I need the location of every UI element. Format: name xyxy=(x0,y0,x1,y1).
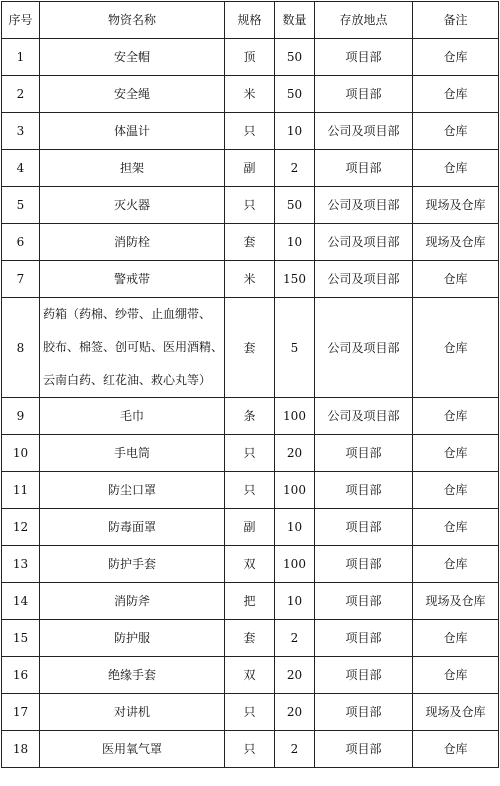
header-row xyxy=(2,2,499,39)
cell-name: 消防栓 xyxy=(40,224,225,261)
cell-qty: 2 xyxy=(275,150,315,187)
cell-qty: 150 xyxy=(275,261,315,298)
cell-spec: 条 xyxy=(225,398,275,435)
cell-location: 项目部 xyxy=(315,583,413,620)
cell-name: 警戒带 xyxy=(40,261,225,298)
cell-name xyxy=(40,298,225,398)
table-body xyxy=(2,39,499,768)
materials-table xyxy=(1,1,499,768)
cell-qty: 5 xyxy=(275,298,315,398)
cell-location: 项目部 xyxy=(315,150,413,187)
cell-qty: 10 xyxy=(275,113,315,150)
cell-qty: 10 xyxy=(275,224,315,261)
cell-qty: 20 xyxy=(275,657,315,694)
header-remark: 备注 xyxy=(413,2,499,39)
cell-spec: 副 xyxy=(225,509,275,546)
cell-index: 8 xyxy=(2,298,40,398)
cell-qty: 20 xyxy=(275,694,315,731)
cell-location: 公司及项目部 xyxy=(315,113,413,150)
table-row xyxy=(2,76,499,113)
cell-location: 项目部 xyxy=(315,731,413,768)
cell-remark: 现场及仓库 xyxy=(413,583,499,620)
cell-index: 17 xyxy=(2,694,40,731)
cell-qty: 2 xyxy=(275,620,315,657)
cell-name: 担架 xyxy=(40,150,225,187)
cell-remark: 仓库 xyxy=(413,472,499,509)
cell-remark: 仓库 xyxy=(413,657,499,694)
table-row xyxy=(2,731,499,768)
cell-spec: 套 xyxy=(225,620,275,657)
table-row xyxy=(2,187,499,224)
cell-remark: 仓库 xyxy=(413,509,499,546)
table-row xyxy=(2,509,499,546)
cell-index: 4 xyxy=(2,150,40,187)
cell-spec: 双 xyxy=(225,546,275,583)
cell-name: 对讲机 xyxy=(40,694,225,731)
cell-index: 13 xyxy=(2,546,40,583)
cell-spec: 双 xyxy=(225,657,275,694)
table-row xyxy=(2,113,499,150)
cell-location: 公司及项目部 xyxy=(315,187,413,224)
table-row xyxy=(2,261,499,298)
cell-qty: 50 xyxy=(275,187,315,224)
cell-spec: 米 xyxy=(225,76,275,113)
cell-name: 体温计 xyxy=(40,113,225,150)
cell-remark: 现场及仓库 xyxy=(413,224,499,261)
cell-remark: 仓库 xyxy=(413,546,499,583)
cell-name-line: 药箱（药棉、纱带、止血绷带、 xyxy=(43,307,212,321)
table-row xyxy=(2,620,499,657)
cell-spec: 只 xyxy=(225,187,275,224)
table-row xyxy=(2,150,499,187)
cell-location: 项目部 xyxy=(315,509,413,546)
table-row xyxy=(2,583,499,620)
cell-qty: 2 xyxy=(275,731,315,768)
cell-location: 公司及项目部 xyxy=(315,298,413,398)
table-row xyxy=(2,435,499,472)
cell-spec: 只 xyxy=(225,731,275,768)
cell-index: 12 xyxy=(2,509,40,546)
cell-remark: 仓库 xyxy=(413,39,499,76)
cell-index: 1 xyxy=(2,39,40,76)
cell-qty: 100 xyxy=(275,472,315,509)
cell-remark: 仓库 xyxy=(413,398,499,435)
cell-spec: 只 xyxy=(225,694,275,731)
cell-name: 毛巾 xyxy=(40,398,225,435)
cell-name: 安全帽 xyxy=(40,39,225,76)
cell-spec: 套 xyxy=(225,224,275,261)
table-row xyxy=(2,39,499,76)
cell-qty: 50 xyxy=(275,76,315,113)
cell-index: 16 xyxy=(2,657,40,694)
cell-name-line: 云南白药、红花油、救心丸等） xyxy=(43,373,212,387)
table-row xyxy=(2,398,499,435)
cell-spec: 副 xyxy=(225,150,275,187)
cell-name: 安全绳 xyxy=(40,76,225,113)
cell-spec: 顶 xyxy=(225,39,275,76)
cell-index: 7 xyxy=(2,261,40,298)
cell-spec: 只 xyxy=(225,113,275,150)
cell-name: 防护手套 xyxy=(40,546,225,583)
cell-qty: 10 xyxy=(275,509,315,546)
table-row xyxy=(2,298,499,398)
cell-index: 2 xyxy=(2,76,40,113)
cell-location: 项目部 xyxy=(315,657,413,694)
cell-location: 项目部 xyxy=(315,694,413,731)
header-name: 物资名称 xyxy=(40,2,225,39)
cell-qty: 100 xyxy=(275,398,315,435)
cell-name: 灭火器 xyxy=(40,187,225,224)
cell-spec: 只 xyxy=(225,435,275,472)
cell-remark: 仓库 xyxy=(413,620,499,657)
cell-name: 手电筒 xyxy=(40,435,225,472)
cell-name: 绝缘手套 xyxy=(40,657,225,694)
table-row xyxy=(2,224,499,261)
cell-location: 项目部 xyxy=(315,76,413,113)
cell-remark: 仓库 xyxy=(413,261,499,298)
cell-index: 9 xyxy=(2,398,40,435)
cell-spec: 套 xyxy=(225,298,275,398)
cell-location: 项目部 xyxy=(315,39,413,76)
cell-remark: 仓库 xyxy=(413,731,499,768)
cell-index: 14 xyxy=(2,583,40,620)
cell-index: 6 xyxy=(2,224,40,261)
cell-index: 11 xyxy=(2,472,40,509)
header-location: 存放地点 xyxy=(315,2,413,39)
cell-spec: 米 xyxy=(225,261,275,298)
header-spec: 规格 xyxy=(225,2,275,39)
cell-location: 项目部 xyxy=(315,435,413,472)
cell-remark: 仓库 xyxy=(413,298,499,398)
cell-name: 消防斧 xyxy=(40,583,225,620)
cell-name: 防毒面罩 xyxy=(40,509,225,546)
cell-index: 10 xyxy=(2,435,40,472)
cell-index: 3 xyxy=(2,113,40,150)
cell-location: 公司及项目部 xyxy=(315,398,413,435)
cell-location: 公司及项目部 xyxy=(315,261,413,298)
header-index: 序号 xyxy=(2,2,40,39)
cell-name: 防尘口罩 xyxy=(40,472,225,509)
cell-location: 公司及项目部 xyxy=(315,224,413,261)
cell-index: 15 xyxy=(2,620,40,657)
cell-spec: 只 xyxy=(225,472,275,509)
table-row xyxy=(2,546,499,583)
cell-name: 医用氧气罩 xyxy=(40,731,225,768)
cell-qty: 20 xyxy=(275,435,315,472)
table-row xyxy=(2,694,499,731)
cell-qty: 100 xyxy=(275,546,315,583)
cell-location: 项目部 xyxy=(315,472,413,509)
cell-name-line: 胶布、棉签、创可贴、医用酒精、 xyxy=(43,340,224,354)
cell-name: 防护服 xyxy=(40,620,225,657)
table-row xyxy=(2,472,499,509)
cell-spec: 把 xyxy=(225,583,275,620)
cell-index: 18 xyxy=(2,731,40,768)
cell-location: 项目部 xyxy=(315,546,413,583)
cell-remark: 仓库 xyxy=(413,435,499,472)
cell-remark: 现场及仓库 xyxy=(413,694,499,731)
header-qty: 数量 xyxy=(275,2,315,39)
cell-qty: 50 xyxy=(275,39,315,76)
cell-remark: 现场及仓库 xyxy=(413,187,499,224)
cell-remark: 仓库 xyxy=(413,113,499,150)
cell-remark: 仓库 xyxy=(413,150,499,187)
cell-qty: 10 xyxy=(275,583,315,620)
cell-remark: 仓库 xyxy=(413,76,499,113)
cell-index: 5 xyxy=(2,187,40,224)
table-row xyxy=(2,657,499,694)
table-header xyxy=(2,2,499,39)
cell-location: 项目部 xyxy=(315,620,413,657)
